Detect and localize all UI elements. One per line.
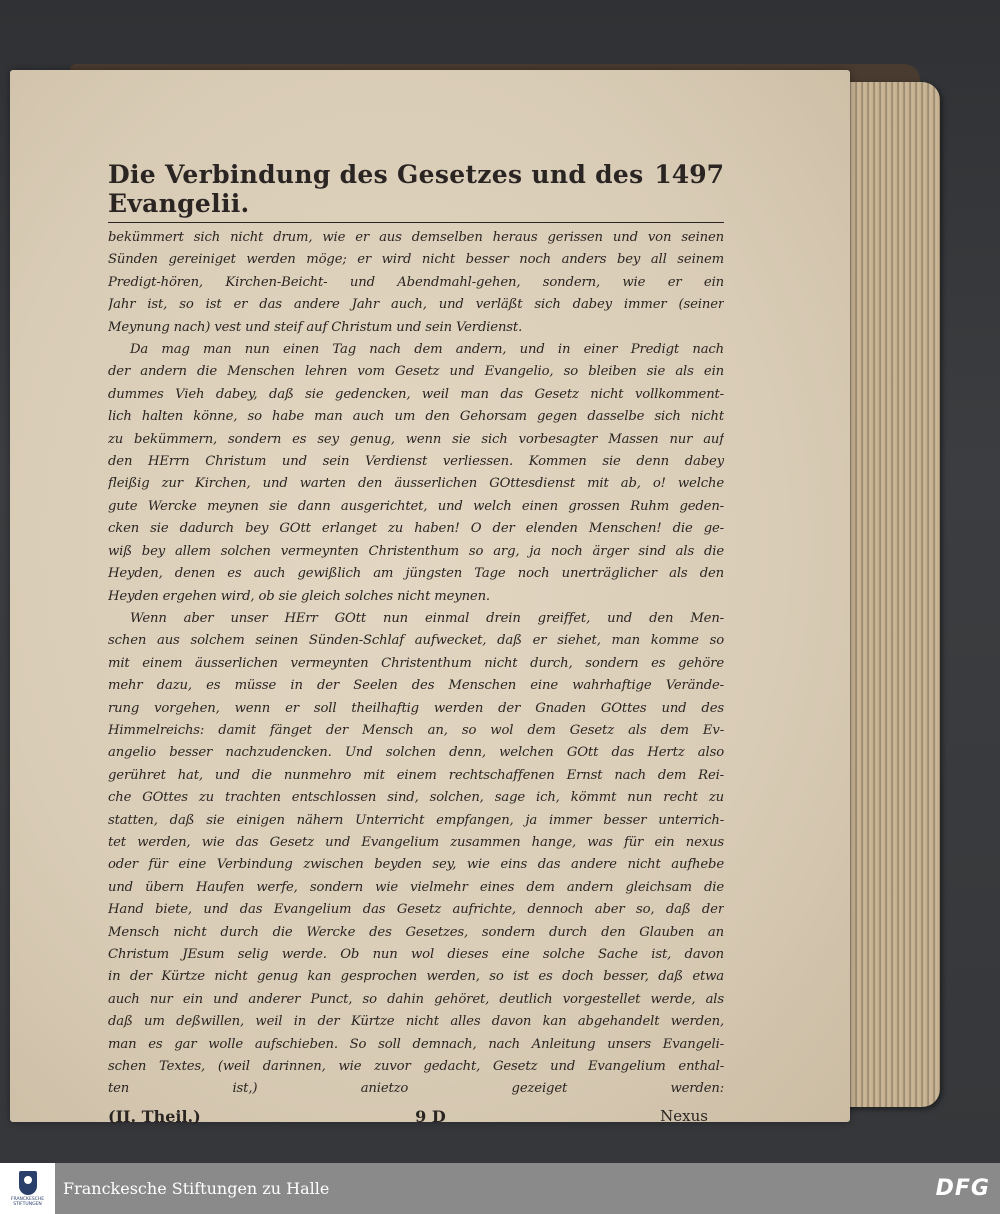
text-line: man es gar wolle aufschieben. So soll demnach, nach Anleitung unsers Evangeli-	[108, 1036, 724, 1052]
text-line: Wenn aber unser HErr GOtt nun einmal drein greiffet, und den Men-	[130, 610, 724, 626]
text-line: und übern Haufen werfe, sondern wie vielmehr eines dem andern gleichsam die	[108, 879, 724, 895]
institution-logo[interactable]	[0, 1163, 55, 1214]
text-line: daß um deßwillen, weil in der Kürtze nicht alles davon kan abgehandelt werden,	[108, 1014, 724, 1030]
text-line: oder für eine Verbindung zwischen beyden sey, wie eins das andere nicht aufhebe	[108, 857, 724, 873]
running-head	[108, 160, 724, 223]
text-line: Jahr ist, so ist er das andere Jahr auch, und verläßt sich dabey immer (seiner	[108, 297, 724, 313]
text-line: mehr dazu, es müsse in der Seelen des Menschen eine wahrhaftige Verände-	[108, 678, 724, 694]
logo-text: FRANCKESCHE STIFTUNGEN	[10, 1196, 45, 1207]
text-line: ten ist,) anietzo gezeiget werden:	[108, 1081, 724, 1097]
text-line: Mensch nicht durch die Wercke des Gesetzes, sondern durch den Glauben an	[108, 924, 724, 940]
body-text	[108, 227, 724, 1101]
text-line: auch nur ein und anderer Punct, so dahin gehöret, deutlich vorgestellet werde, als	[108, 991, 724, 1007]
text-line: Christum JEsum selig werde. Ob nun wol dieses eine solche Sache ist, davon	[108, 947, 724, 962]
text-line: gerühret hat, und die nunmehro mit einem rechtschaffenen Ernst nach dem Rei-	[108, 767, 724, 783]
text-line: Himmelreichs: damit fänget der Mensch an, so wol dem Gesetz als dem Ev-	[108, 722, 724, 738]
text-line: dummes Vieh dabey, daß sie gedencken, weil man das Gesetz nicht vollkomment-	[108, 386, 724, 402]
viewer-footer-bar	[0, 1163, 1000, 1214]
text-line: in der Kürtze nicht genug kan gesprochen werden, so ist es doch besser, daß etwa	[108, 969, 724, 985]
text-line: der andern die Menschen lehren vom Gesetz und Evangelio, so bleiben sie als ein	[108, 364, 724, 380]
text-line: Heyden ergehen wird, ob sie gleich solches nicht meynen.	[108, 588, 490, 604]
text-line: gute Wercke meynen sie dann ausgerichtet, und welch einen grossen Ruhm geden-	[108, 498, 724, 514]
text-line: Heyden, denen es auch gewißlich am jüngsten Tage noch unerträglicher als den	[108, 566, 724, 582]
text-line: bekümmert sich nicht drum, wie er aus demselben heraus gerissen und von seinen	[108, 230, 724, 245]
text-line: rung vorgehen, wenn er soll theilhaftig werden der Gnaden GOttes und des	[108, 700, 724, 716]
footer-catchword: Nexus	[660, 1106, 708, 1125]
footer-signature-mark: 9 D	[415, 1106, 446, 1126]
text-line: fleißig zur Kirchen, und warten den äusserlichen GOttesdienst mit ab, o! welche	[108, 476, 724, 492]
text-line: zu bekümmern, sondern es sey genug, wenn sie sich vorbesagter Massen nur auf	[108, 431, 724, 447]
running-title: Die Verbindung des Gesetzes und des Evangelii.	[108, 160, 644, 218]
text-line: wiß bey allem solchen vermeynten Christenthum so arg, ja noch ärger sind als die	[108, 543, 724, 559]
text-line: schen aus solchem seinen Sünden-Schlaf aufwecket, daß er siehet, man komme so	[108, 633, 724, 649]
text-line: angelio besser nachzudencken. Und solchen denn, welchen GOtt das Hertz also	[108, 745, 724, 761]
text-line: Meynung nach) vest und steif auf Christum und sein Verdienst.	[108, 319, 523, 335]
text-line: den HErrn Christum und sein Verdienst verliessen. Kommen sie denn dabey	[108, 454, 724, 470]
text-line: Hand biete, und das Evangelium das Gesetz aufrichte, dennoch aber so, daß der	[108, 902, 724, 918]
text-line: tet werden, wie das Gesetz und Evangelium zusammen hange, was für ein nexus	[108, 834, 724, 850]
text-line: Da mag man nun einen Tag nach dem andern, und in einer Predigt nach	[130, 342, 724, 358]
page-content	[108, 160, 724, 1126]
institution-name[interactable]: Franckesche Stiftungen zu Halle	[63, 1179, 330, 1198]
text-line: schen Textes, (weil darinnen, wie zuvor gedacht, Gesetz und Evangelium enthal-	[108, 1059, 724, 1075]
text-line: cken sie dadurch bey GOtt erlanget zu haben! O der elenden Menschen! die ge-	[108, 521, 724, 537]
footer-volume: (II. Theil.)	[108, 1106, 201, 1126]
text-line: Sünden gereiniget werden möge; er wird nicht besser noch anders bey all seinem	[108, 252, 724, 268]
text-line: Predigt-hören, Kirchen-Beicht- und Abendmahl-gehen, sondern, wie er ein	[108, 274, 724, 290]
text-line: mit einem äusserlichen vermeynten Christenthum nicht durch, sondern es gehöre	[108, 655, 724, 671]
page-footer	[108, 1107, 724, 1126]
dfg-logo[interactable]: DFG	[935, 1176, 990, 1201]
book	[40, 64, 920, 1124]
crest-icon	[19, 1171, 37, 1195]
page-number: 1497	[654, 160, 724, 189]
book-page	[10, 70, 850, 1126]
text-line: lich halten könne, so habe man auch um den Gehorsam gegen dasselbe sich nicht	[108, 409, 724, 425]
text-line: che GOttes zu trachten entschlossen sind, solchen, sage ich, kömmt nun recht zu	[108, 790, 724, 806]
text-line: statten, daß sie einigen nähern Unterricht empfangen, ja immer besser unterrich-	[108, 812, 724, 828]
page-edges	[840, 82, 940, 1107]
